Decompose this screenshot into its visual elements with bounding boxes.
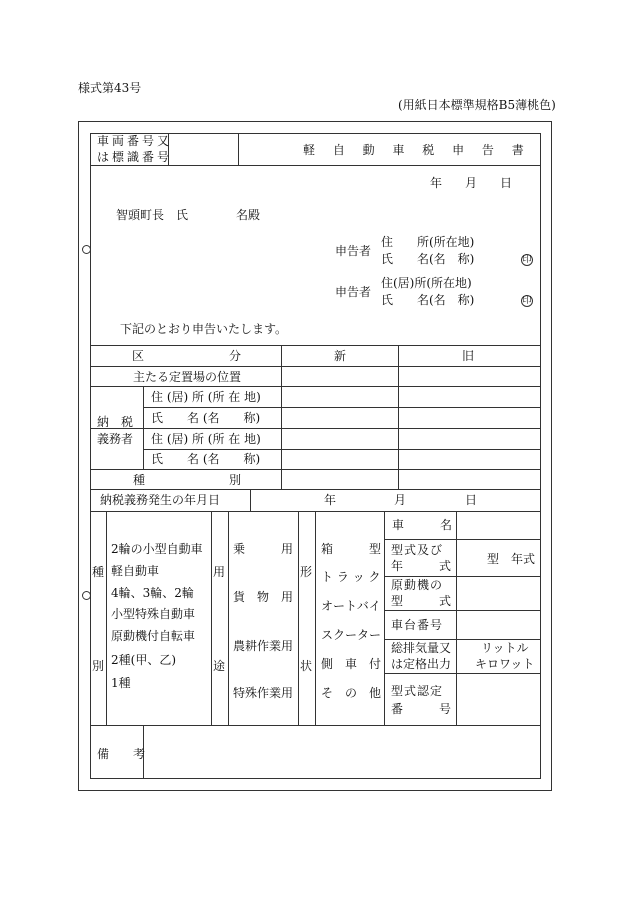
vehicle-use-item: 貨 物 用 <box>233 590 294 604</box>
spec-chassis-number-label: 車台番号 <box>391 618 444 632</box>
plate-label-line1: 車両番号又 <box>97 134 173 148</box>
vehicle-shape-item: そ の 他 <box>321 686 382 700</box>
form-title: 軽 自 動 車 税 申 告 書 <box>303 143 531 157</box>
col-class-label-1: 区 <box>132 349 145 363</box>
paper-note: (用紙日本標準規格B5薄桃色) <box>398 98 556 112</box>
taxpayer-address-label: 住 (居) 所 (所 在 地) <box>151 432 261 446</box>
vehicle-kind-item: 1種 <box>111 676 131 690</box>
spec-model-year-label: 年 式 <box>391 559 452 573</box>
vehicle-kind-item: 軽自動車 <box>111 564 160 578</box>
taxpayer-name-label: 氏 名 (名 称) <box>151 452 261 466</box>
col-old-label: 旧 <box>462 349 475 363</box>
declarant-name: 氏 名(名 称) <box>381 252 475 266</box>
vehicle-kind-item: 2輪の小型自動車 <box>111 542 203 556</box>
vehicle-kind-label: 種 <box>92 565 105 579</box>
vehicle-use-label: 途 <box>213 659 226 673</box>
vehicle-shape-item: ト ラ ッ ク <box>321 570 381 584</box>
col-class-label-2: 分 <box>229 349 242 363</box>
declarant-label: 申告者 <box>335 285 372 299</box>
obligation-year: 年 <box>324 493 337 507</box>
remarks-label: 備 考 <box>97 747 146 761</box>
vehicle-shape-label: 形 <box>300 565 313 579</box>
declarant-address: 住 所(所在地) <box>381 235 475 249</box>
vehicle-use-item: 農耕作業用 <box>233 639 294 653</box>
spec-engine-model-label: 型 式 <box>391 594 452 608</box>
taxpayer-name-label: 氏 名 (名 称) <box>151 411 261 425</box>
spec-displacement-unit: キロワット <box>475 657 535 671</box>
declarant-address: 住(居)所(所在地) <box>381 276 472 290</box>
spec-displacement-label: 総排気量又 <box>391 641 452 655</box>
declarant-label: 申告者 <box>335 244 372 258</box>
spec-engine-model-label: 原動機の <box>391 578 444 592</box>
spec-displacement-label: は定格出力 <box>391 657 452 671</box>
vehicle-use-item: 特殊作業用 <box>233 686 294 700</box>
vehicle-shape-label: 状 <box>300 659 313 673</box>
plate-number-field[interactable] <box>169 134 237 164</box>
remarks-field[interactable] <box>144 726 540 778</box>
punch-hole-bottom <box>82 591 91 600</box>
seal-mark: 印 <box>522 296 532 306</box>
form-number: 様式第43号 <box>78 81 142 95</box>
seal-mark: 印 <box>522 255 532 265</box>
spec-type-approval-label: 番 号 <box>391 702 452 716</box>
spec-type-approval-label: 型式認定 <box>391 684 444 698</box>
col-new-label: 新 <box>334 349 347 363</box>
kind-label-1: 種 <box>133 473 146 487</box>
vehicle-kind-label: 別 <box>92 659 105 673</box>
recipient: 智頭町長 氏 名殿 <box>116 208 261 222</box>
storage-location-label: 主たる定置場の位置 <box>133 370 242 384</box>
obligation-date-label: 納税義務発生の年月日 <box>100 493 221 507</box>
spec-car-name-label: 車 名 <box>392 518 453 532</box>
obligation-day: 日 <box>465 493 478 507</box>
storage-location-old[interactable] <box>399 367 540 385</box>
spec-displacement-unit: リットル <box>481 641 529 655</box>
vehicle-use-label: 用 <box>213 565 226 579</box>
vehicle-kind-item: 2種(甲、乙) <box>111 653 176 667</box>
storage-location-new[interactable] <box>282 367 397 385</box>
obligation-month: 月 <box>394 493 407 507</box>
vehicle-shape-item: 側 車 付 <box>321 657 382 671</box>
vehicle-kind-item: 小型特殊自動車 <box>111 607 196 621</box>
vehicle-shape-item: オートバイ <box>321 599 381 613</box>
vehicle-shape-item: 箱 型 <box>321 542 382 556</box>
taxpayer-label: 納 税 <box>97 415 134 429</box>
spec-model-year-unit: 型 年式 <box>487 552 536 566</box>
date-day: 日 <box>500 176 513 190</box>
spec-model-year-label: 型式及び <box>391 543 444 557</box>
intro-text: 下記のとおり申告いたします。 <box>120 322 288 336</box>
kind-label-2: 別 <box>229 473 242 487</box>
taxpayer-label: 義務者 <box>97 432 134 446</box>
vehicle-use-item: 乗 用 <box>233 542 294 556</box>
vehicle-kind-item: 原動機付自転車 <box>111 629 196 643</box>
declarant-name: 氏 名(名 称) <box>381 293 475 307</box>
taxpayer-address-label: 住 (居) 所 (所 在 地) <box>151 390 261 404</box>
punch-hole-top <box>82 245 91 254</box>
vehicle-shape-item: スクーター <box>321 628 382 642</box>
vehicle-kind-item: 4輪、3輪、2輪 <box>111 586 194 600</box>
date-month: 月 <box>465 176 478 190</box>
plate-label-line2: は標識番号 <box>97 150 173 164</box>
date-year: 年 <box>430 176 443 190</box>
